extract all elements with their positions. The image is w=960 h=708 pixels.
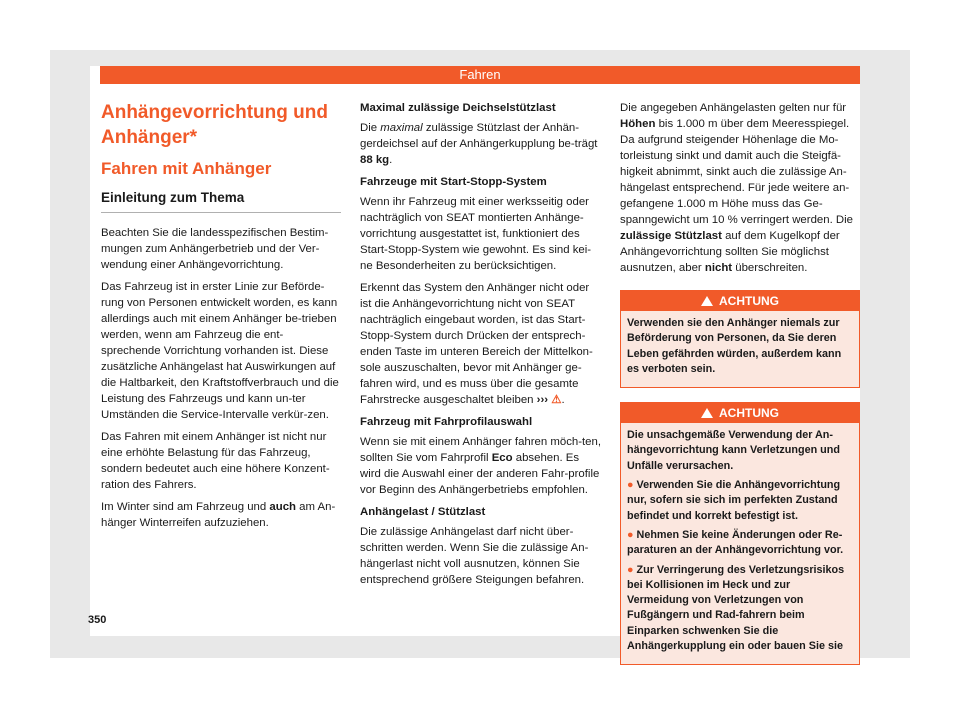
emphasis: 88 kg [360, 154, 390, 166]
paragraph: Das Fahren mit einem Anhänger ist nicht nur eine erhöhte Belastung für das Fahrzeug, sondern bedeutet auch eine höhere Konzent-ration des Fahrers. [101, 431, 330, 491]
warning-icon [701, 408, 713, 418]
warning-list-item: ● Verwenden Sie die Anhängevorrichtung nur, sofern sie sich im perfekten Zustand befindet und korrekt befestigt ist. [627, 479, 841, 522]
warning-paragraph: Die unsachgemäße Verwendung der An-hängevorrichtung kann Verletzungen und Unfälle verursachen. [627, 429, 840, 472]
paragraph: Die zulässige Anhängelast darf nicht über-schritten werden. Wenn Sie die zulässige An-hängerlast nicht voll ausnutzen, können Sie entsprechend größere Steigungen befahren. [360, 526, 589, 586]
warning-text [621, 423, 859, 664]
chapter-title: Anhängevorrichtung und Anhänger* [101, 102, 328, 148]
warning-label: ACHTUNG [719, 406, 779, 421]
paragraph: Die angegeben Anhängelasten gelten nur für Höhen bis 1.000 m über dem Meeresspiegel. Da aufgrund steigender Höhenlage die Mo-torleistung sinkt und damit auch die Steigfä-higkeit abnimmt, sinkt auch die zulässige An-hängelast entsprechend. Für jede weitere an-gefangene 1.000 m Höhe muss das Ge-spanngewicht um 10 % verringert werden. Die zulässige Stützlast auf dem Kugelkopf der Anhängevorrichtung sollten Sie möglichst ausnutzen, aber nicht überschreiten. [620, 102, 853, 274]
warning-header [621, 291, 859, 311]
warning-icon [701, 296, 713, 306]
subsection-heading: Fahrzeuge mit Start-Stopp-System [360, 176, 547, 188]
warning-label: ACHTUNG [719, 294, 779, 308]
warning-box [620, 290, 860, 388]
emphasis: Höhen [620, 118, 656, 130]
emphasis: zulässige Stützlast [620, 230, 722, 242]
warning-box [620, 402, 860, 665]
warning-icon: ⚠ [551, 394, 562, 406]
cross-reference-arrow[interactable]: ››› [536, 394, 549, 406]
paragraph: Beachten Sie die landesspezifischen Bestim-mungen zum Anhängerbetrieb und der Ver-wendung einer Anhängevorrichtung. [101, 227, 329, 271]
warning-text [621, 311, 859, 387]
paragraph: Das Fahrzeug ist in erster Linie zur Beförde-rung von Personen entwickelt worden, es kann allerdings auch mit einem Anhänger be-trieben werden, wenn am Fahrzeug die ent-sprechende Vorrichtung vorhanden ist. Diese zusätzliche Anhängelast hat Auswirkungen auf die Haltbarkeit, den Kraftstoffverbrauch und die Leistung des Fahrzeugs und kann un-ter Umständen die Service-Intervalle verkür-zen. [101, 281, 339, 421]
subsection-heading: Maximal zulässige Deichselstützlast [360, 102, 556, 114]
paragraph: Wenn sie mit einem Anhänger fahren möch-ten, sollten Sie vom Fahrprofil Eco absehen. Es wird die Auswahl einer der anderen Fahr-profile vor Beginn des Anhängerbetriebs empfohlen. [360, 436, 602, 496]
column-right [620, 100, 860, 665]
bullet-icon: ● [627, 528, 634, 541]
column-left [101, 100, 341, 537]
emphasis: maximal [380, 122, 423, 134]
paragraph: Im Winter sind am Fahrzeug und auch am An-hänger Winterreifen aufzuziehen. [101, 501, 336, 529]
emphasis: nicht [704, 262, 733, 274]
bullet-icon: ● [627, 563, 634, 576]
paragraph: Erkennt das System den Anhänger nicht oder ist die Anhängevorrichtung nicht von SEAT nachträglich eingebaut worden, ist das Start-Stopp-System durch Drücken der entsprech-enden Taste im unteren Bereich der Mittelkon-sole auszuschalten, bevor mit Anhänger ge-fahren wird, und es muss über die gesamte Fahrstrecke ausgeschaltet bleiben ››› ⚠. [360, 282, 593, 406]
paragraph: Wenn ihr Fahrzeug mit einer werksseitig oder nachträglich von SEAT montierten Anhänge-vorrichtung ausgestattet ist, funktioniert des Start-Stopp-System wie gewohnt. Es sind kei-ne Besonderheiten zu berücksichtigen. [360, 196, 592, 272]
emphasis: auch [269, 501, 296, 513]
column-middle [360, 100, 602, 594]
subsection-heading: Fahrzeug mit Fahrprofilauswahl [360, 416, 533, 428]
bullet-icon: ● [627, 479, 634, 492]
warning-paragraph: Verwenden sie den Anhänger niemals zur Beförderung von Personen, da Sie deren Leben gefährden würden, außerdem kann es verboten sein. [627, 317, 842, 375]
section-title: Fahren mit Anhänger [101, 159, 272, 178]
emphasis: Eco [491, 452, 513, 464]
warning-list-item: ● Nehmen Sie keine Änderungen oder Re-paraturen an der Anhängevorrichtung vor. [627, 528, 844, 557]
warning-header [621, 403, 859, 423]
page-number: 350 [88, 614, 107, 626]
subsection-heading: Anhängelast / Stützlast [360, 506, 486, 518]
section-header: Fahren [100, 66, 860, 84]
topic-heading: Einleitung zum Thema [101, 186, 341, 213]
warning-list-item: ● Zur Verringerung des Verletzungsrisikos bei Kollisionen im Heck und zur Vermeidung von Verletzungen von Fußgängern und Rad-fahrern beim Einparken schwenken Sie die Anhängerkupplung ein oder bauen Sie sie [627, 563, 845, 653]
paragraph: Die maximal zulässige Stützlast der Anhän-gerdeichsel auf der Anhängerkupplung be-trägt 88 kg. [360, 122, 598, 166]
